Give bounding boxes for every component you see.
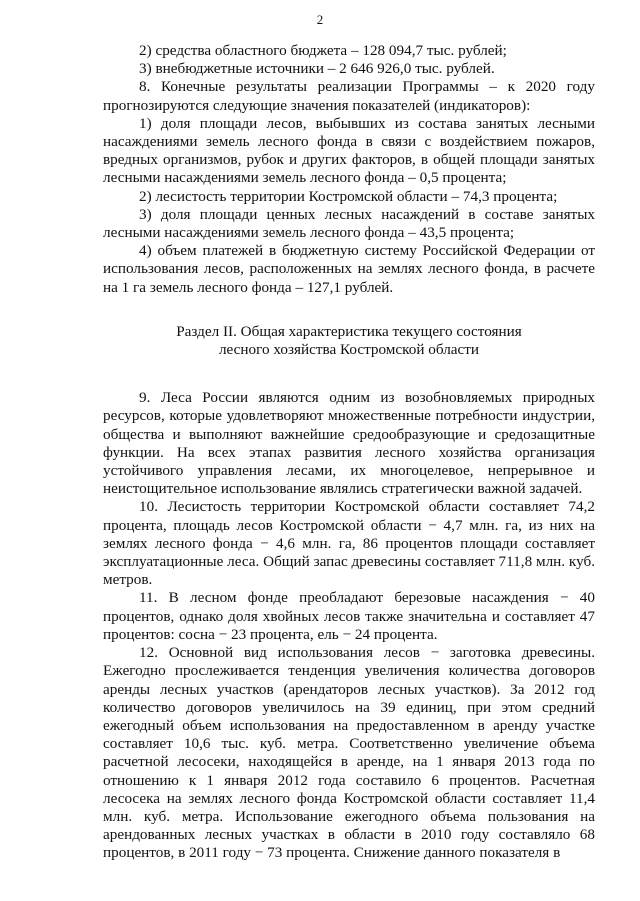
paragraph-11: 11. В лесном фонде преобладают березовые насаждения − 40 процентов, однако доля хвойных лесов также значительна и составляет 47 процентов: сосна − 23 процента, ель − 24 процента. [103,589,595,643]
paragraph-indicator-2: 2) лесистость территории Костромской области – 74,3 процента; [139,187,558,205]
section-heading-line-2: лесного хозяйства Костромской области [218,341,480,359]
section-heading-line-1: Раздел II. Общая характеристика текущего состояния [176,322,522,340]
paragraph-10: 10. Лесистость территории Костромской области составляет 74,2 процента, площадь лесов Костромской области − 4,7 млн. га, из них на землях лесного фонда − 4,6 млн. га, 86 процентов площади составляет эксплуатационные леса. Общий запас древесины составляет 711,8 млн. куб. метров. [103,498,595,589]
paragraph-regional-budget: 2) средства областного бюджета – 128 094,7 тыс. рублей; [139,42,507,59]
section-heading [103,323,595,359]
paragraph-offbudget-sources: 3) внебюджетные источники – 2 646 926,0 тыс. рублей. [139,60,495,78]
paragraph-indicator-3: 3) доля площади ценных лесных насаждений в составе занятых лесными насаждениями земель лесного фонда – 43,5 процента; [103,205,595,242]
paragraph-8-final-results: 8. Конечные результаты реализации Программы – к 2020 году прогнозируются следующие значения показателей (индикаторов): [103,78,595,114]
paragraph-indicator-4: 4) объем платежей в бюджетную систему Российской Федерации от использования лесов, расположенных на землях лесного фонда, в расчете на 1 га земель лесного фонда – 127,1 рублей. [103,242,595,296]
page-number: 2 [316,12,324,27]
paragraph-12: 12. Основной вид использования лесов − заготовка древесины. Ежегодно прослеживается тенденция увеличения количества договоров аренды лесных участков (арендаторов лесных участков). За 2012 год количество договоров увеличилось на 39 единиц, при этом средний ежегодный объем использования на предоставленном в аренду участке составляет 10,6 тыс. куб. метра. Соответственно увеличение объема расчетной лесосеки, находящейся в аренде, на 1 января 2013 года по отношению к 1 января 2012 года составило 6 процентов. Расчетная лесосека на землях лесного фонда Костромской области составляет 11,4 млн. куб. метра. Использование ежегодного объема пользования на арендованных лесных участках в области в 2010 году составляло 68 процентов, в 2011 году − 73 процента. Снижение данного показателя в [103,644,595,862]
paragraph-9: 9. Леса России являются одним из возобновляемых природных ресурсов, которые удовлетворяют множественные потребности индустрии, общества и выполняют важнейшие средообразующие и средозащитные функции. На всех этапах развития лесного хозяйства организация устойчивого управления лесами, их многоцелевое, непрерывное и неистощительное использование являлись стратегически важной задачей. [103,389,595,498]
paragraph-indicator-1: 1) доля площади лесов, выбывших из состава занятых лесными насаждениями земель лесного фонда в связи с воздействием пожаров, вредных организмов, рубок и других факторов, в общей площади занятых лесными насаждениями земель лесного фонда – 0,5 процента; [103,114,595,187]
document-body [103,42,595,863]
